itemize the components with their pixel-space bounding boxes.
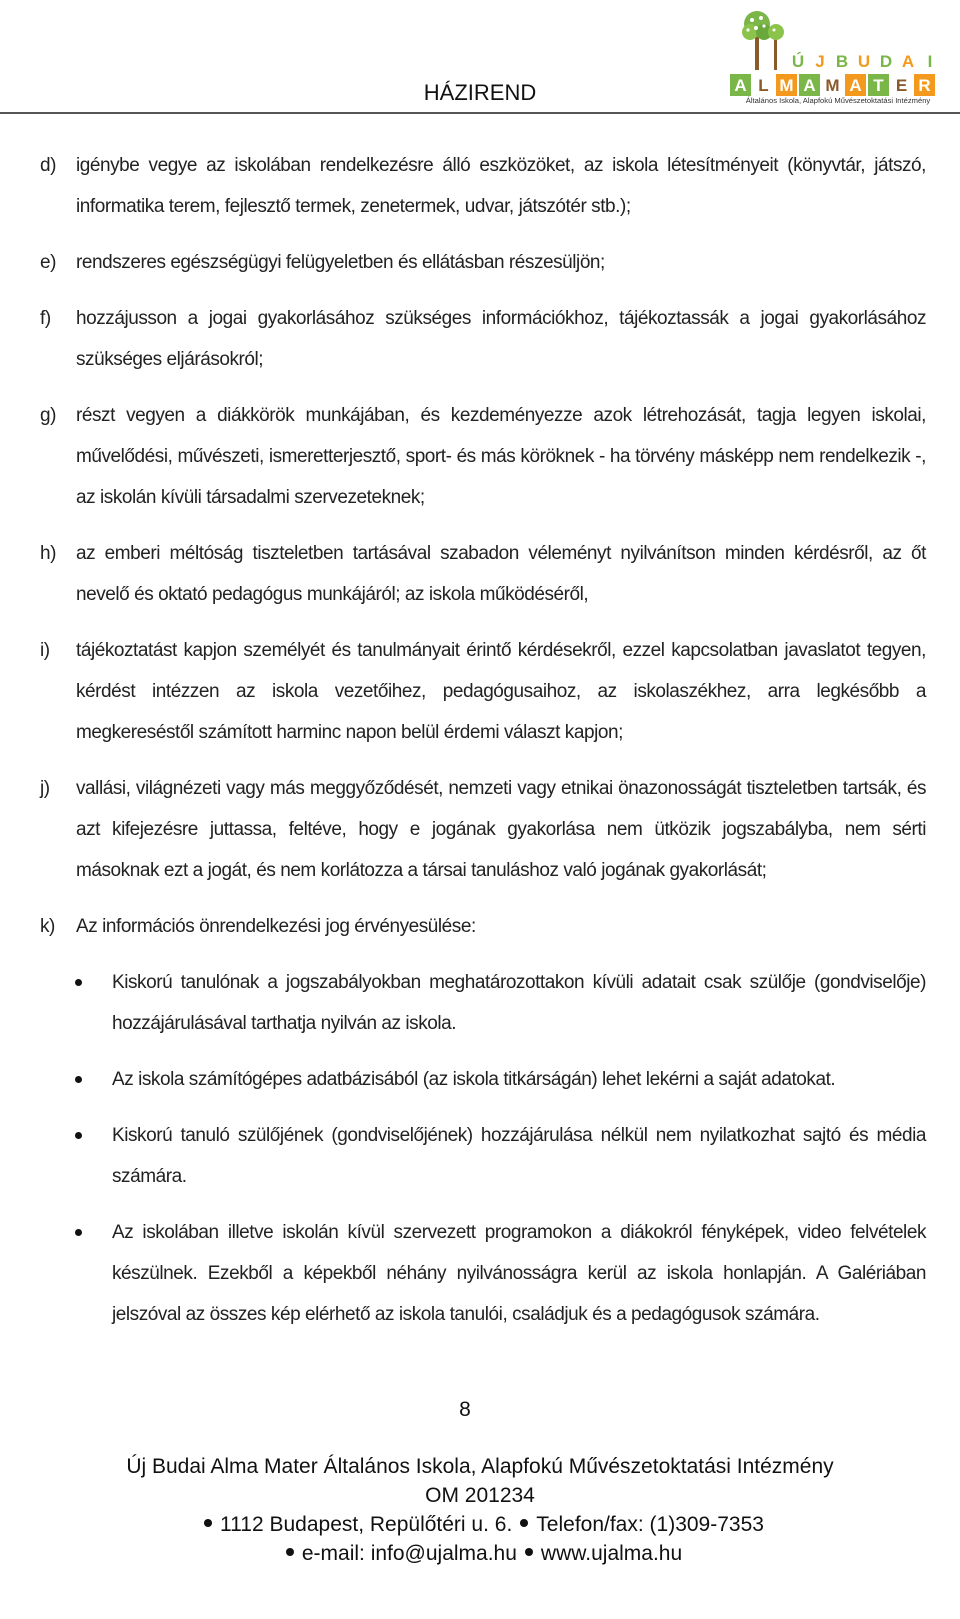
bullet-text: Kiskorú tanulónak a jogszabályokban meghatározottakon kívüli adatait csak szülője (gondviselője) hozzájárulásával tarthatja nyilván az iskola. xyxy=(112,972,926,1034)
list-item-text: hozzájusson a jogai gyakorlásához szükséges információkhoz, tájékoztassák a jogai gyakorlásához szükséges eljárásokról; xyxy=(76,308,926,370)
footer-website[interactable]: www.ujalma.hu xyxy=(540,1542,683,1565)
logo-letter: Ú xyxy=(791,52,805,71)
logo-letter: D xyxy=(879,52,893,71)
bullet-text: Az iskola számítógépes adatbázisából (az iskola titkárságán) lehet lekérni a saját adatokat. xyxy=(112,1069,836,1090)
list-item-label: h) xyxy=(40,543,56,564)
list-item-label: g) xyxy=(40,405,56,426)
list-item-label: f) xyxy=(40,308,51,329)
list-item-label: k) xyxy=(40,916,55,937)
bullet-text: Az iskolában illetve iskolán kívül szervezett programokon a diákokról fényképek, video felvételek készülnek. Ezekből a képekből néhány nyilvánosságra kerül az iskola honlapján. A Galériában jelszóval az összes kép elérhető az iskola tanulói, családjuk és a pedagógusok számára. xyxy=(112,1222,926,1325)
bullet-list xyxy=(40,962,926,1335)
list-item xyxy=(40,630,926,753)
tree-icon xyxy=(768,24,784,70)
logo-letter: R xyxy=(918,76,931,95)
list-item xyxy=(40,242,926,283)
school-logo xyxy=(728,6,946,110)
list-item xyxy=(40,395,926,518)
logo-letter: M xyxy=(825,76,840,95)
logo-letter: A xyxy=(734,76,747,95)
list-item-text: részt vegyen a diákkörök munkájában, és kezdeményezze azok létrehozását, tagja legyen iskolai, művelődési, művészeti, ismeretterjesztő, sport- és más köröknek - ha törvény másképp nem rendelkezik -, az iskolán kívüli társadalmi szervezeteknek; xyxy=(76,405,926,508)
bullet-icon xyxy=(204,1519,212,1527)
bullet-icon xyxy=(286,1548,294,1556)
list-item-label: d) xyxy=(40,155,56,176)
list-item-text: rendszeres egészségügyi felügyeletben és ellátásban részesüljön; xyxy=(76,252,605,273)
logo-letter: T xyxy=(873,76,884,95)
list-item xyxy=(40,145,926,227)
logo-letter: M xyxy=(779,76,794,95)
bullet-icon xyxy=(75,1076,82,1083)
footer-institution: Új Budai Alma Mater Általános Iskola, Alapfokú Művészetoktatási Intézmény xyxy=(126,1455,834,1478)
bullet-item xyxy=(40,1115,926,1197)
footer-web-line xyxy=(0,1539,960,1568)
list-item xyxy=(40,298,926,380)
logo-bottom-letters xyxy=(730,74,935,96)
logo-letter: L xyxy=(758,76,769,95)
logo-letter: I xyxy=(927,52,933,71)
tree-icon xyxy=(742,11,772,70)
bullet-icon xyxy=(75,1229,82,1236)
logo-letter: U xyxy=(857,52,871,71)
bullet-item xyxy=(40,962,926,1044)
logo-subtitle: Általános Iskola, Alapfokú Művészetoktatási Intézmény xyxy=(745,96,931,105)
document-body xyxy=(40,145,926,1350)
footer-address: 1112 Budapest, Repülőtéri u. 6. xyxy=(220,1513,513,1536)
list-item xyxy=(40,533,926,615)
list-item-text: tájékoztatást kapjon személyét és tanulmányait érintő kérdésekről, ezzel kapcsolatban javaslatot tegyen, kérdést intézzen az iskola vezetőihez, pedagógusaihoz, az iskolaszékhez, arra legkésőbb a megkereséstől számított harminc napon belül érdemi választ kapjon; xyxy=(76,640,926,743)
header-divider xyxy=(0,112,960,114)
footer-phone: Telefon/fax: (1)309-7353 xyxy=(536,1513,764,1536)
logo-top-letters xyxy=(788,50,940,72)
logo-letter: E xyxy=(895,76,908,95)
list-item xyxy=(40,906,926,947)
bullet-item xyxy=(40,1059,926,1100)
bullet-icon xyxy=(75,1132,82,1139)
logo-letter: A xyxy=(803,76,816,95)
bullet-icon xyxy=(525,1548,533,1556)
school-logo-graphic xyxy=(728,6,946,110)
bullet-icon xyxy=(520,1519,528,1527)
footer-email[interactable]: e-mail: info@ujalma.hu xyxy=(301,1542,517,1565)
logo-letter: J xyxy=(815,52,825,71)
logo-letter: B xyxy=(835,52,849,71)
list-item-text: az emberi méltóság tiszteletben tartásával szabadon véleményt nyilvánítson minden kérdésről, az őt nevelő és oktató pedagógus munkájáról; az iskola működéséről, xyxy=(76,543,926,605)
bullet-text: Kiskorú tanuló szülőjének (gondviselőjének) hozzájárulása nélkül nem nyilatkozhat sajtó és média számára. xyxy=(112,1125,926,1187)
footer-contact-line xyxy=(0,1510,960,1539)
page-number: 8 xyxy=(459,1398,471,1421)
rights-list xyxy=(40,145,926,947)
list-item-text: Az információs önrendelkezési jog érvényesülése: xyxy=(76,916,476,937)
list-item-label: j) xyxy=(40,778,50,799)
list-item-text: vallási, világnézeti vagy más meggyőződését, nemzeti vagy etnikai önazonosságát tiszteletben tartsák, és azt kifejezésre juttassa, feltéve, hogy e jogának gyakorlása nem ütközik jogszabályba, nem sérti másoknak ezt a jogát, és nem korlátozza a társai tanuláshoz való jogának gyakorlását; xyxy=(76,778,926,881)
list-item-label: i) xyxy=(40,640,50,661)
page-header-title: HÁZIREND xyxy=(423,80,537,105)
footer-om: OM 201234 xyxy=(425,1484,535,1507)
logo-letter: A xyxy=(849,76,862,95)
logo-letter: A xyxy=(901,52,915,71)
list-item-label: e) xyxy=(40,252,56,273)
list-item-text: igénybe vegye az iskolában rendelkezésre álló eszközöket, az iskola létesítményeit (könyvtár, játszó, informatika terem, fejlesztő termek, zenetermek, udvar, játszótér stb.); xyxy=(76,155,926,217)
page-footer xyxy=(0,1452,960,1568)
list-item xyxy=(40,768,926,891)
bullet-item xyxy=(40,1212,926,1335)
bullet-icon xyxy=(75,979,82,986)
